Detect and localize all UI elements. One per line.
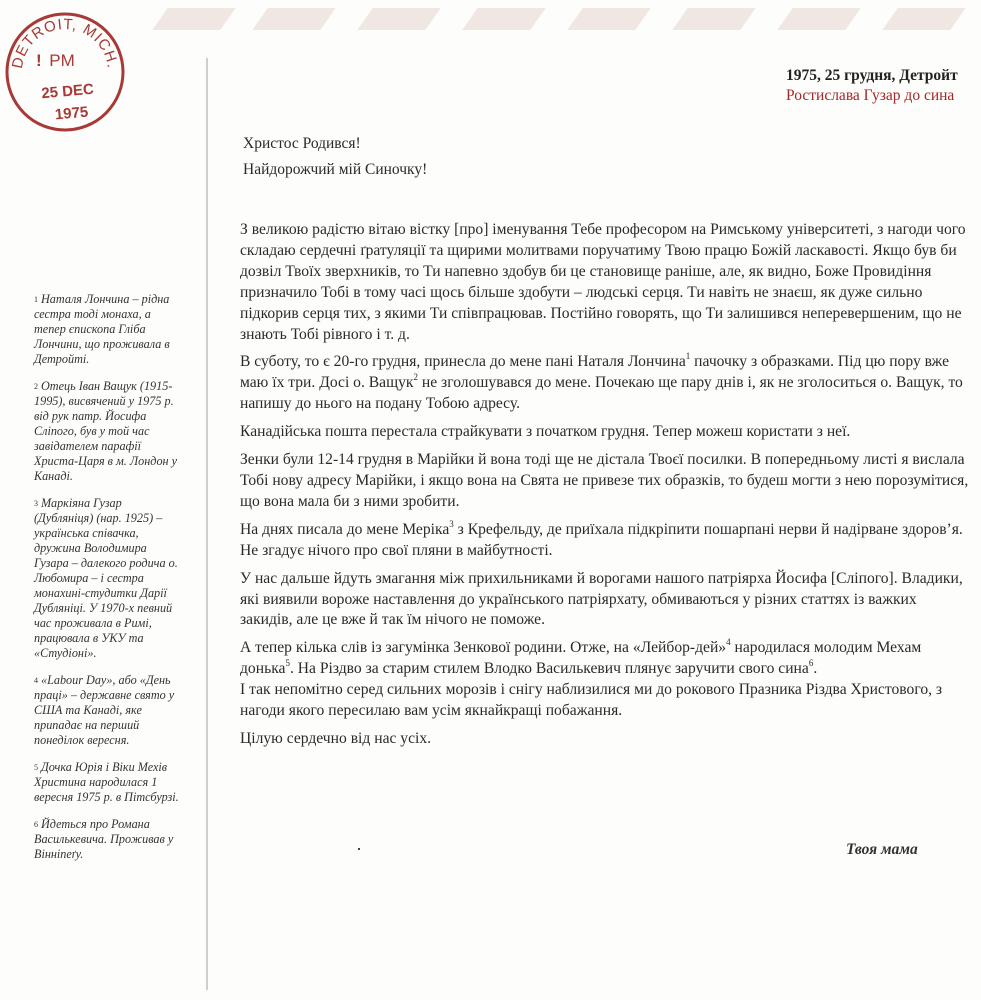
footnote-number: 5 bbox=[34, 763, 38, 772]
footnote-number: 1 bbox=[34, 295, 38, 304]
paragraph: В суботу, то є 20-го грудня, принесла до мене пані Наталя Лончина$^1$ пачочку з образками. Під цю пору вже маю їх три. Досі о. Ващук$^2$ не зголошувався до мене. Почекаю ще пару днів і, як не зголоситься о. Ващук, то напишу до нього на подану Тобою адресу. bbox=[240, 351, 963, 413]
sender-line: Ростислава Гузар до сина bbox=[786, 87, 955, 104]
postmark-stamp bbox=[2, 6, 128, 132]
signature: Твоя мама bbox=[846, 841, 918, 858]
footnote-number: 4 bbox=[34, 676, 38, 685]
footnote-ref: 4 bbox=[726, 637, 731, 648]
footnote-ref: 5 bbox=[285, 658, 290, 669]
ink-dot bbox=[358, 848, 360, 850]
footnote-text: «Labour Day», або «День праці» – державне свято у США та Канаді, яке припадає на перший понеділок вересня. bbox=[34, 673, 175, 747]
letter-greeting bbox=[243, 131, 427, 183]
paragraph: Канадійська пошта перестала страйкувати з початком грудня. Тепер можеш користати з неї. bbox=[240, 423, 851, 441]
salutation-line: Найдорожчий мій Синочку! bbox=[243, 161, 428, 178]
footnote-text: Отець Іван Ващук (1915-1995), висвячений у 1975 р. від рук патр. Йосифа Сліпого, був у той час завідателем парафії Христа-Царя в м. Лондон у Канаді. bbox=[34, 379, 178, 483]
paragraph: Зенки були 12-14 грудня в Марійки й вона тоді ще не дістала Твоєї посилки. В попередньому листі я вислала Тобі нову адресу Марійки, і якщо вона на Свята не привезе тих образків, то будеш могти з нею порозумітися, що вона мала би з ними зробити. bbox=[240, 451, 969, 510]
footnote bbox=[34, 379, 184, 484]
paragraph: Цілую сердечно від нас усіх. bbox=[240, 729, 432, 747]
paragraph: І так непомітно серед сильних морозів і снігу наблизилися ми до рокового Празника Різдва Христового, з нагоди якого пересилаю вам усім якнайкращі побажання. bbox=[240, 681, 943, 720]
footnote-number: 6 bbox=[34, 820, 38, 829]
footnote-ref: 2 bbox=[413, 372, 418, 383]
letter-header bbox=[786, 66, 981, 106]
airmail-stripe-border bbox=[130, 0, 981, 34]
postmark-time: PM bbox=[49, 51, 75, 70]
footnote-number: 3 bbox=[34, 499, 38, 508]
postmark-date: 25 DEC bbox=[40, 80, 95, 103]
footnote-ref: 1 bbox=[685, 351, 691, 362]
footnote bbox=[34, 292, 184, 367]
letter-body bbox=[240, 220, 970, 757]
column-divider bbox=[206, 58, 208, 990]
date-place: 1975, 25 грудня, Детройт bbox=[786, 67, 958, 84]
footnotes-column bbox=[34, 292, 184, 874]
footnote-text: Наталя Лончина – рідна сестра тодi монаха, а тепер єпископа Гліба Лончини, що проживала в Детройті. bbox=[34, 292, 170, 366]
postmark-city: DETROIT, MICH. bbox=[8, 15, 121, 70]
svg-text:!: ! bbox=[36, 51, 42, 70]
footnote-ref: 3 bbox=[449, 518, 454, 529]
postmark-year: 1975 bbox=[54, 103, 89, 124]
greeting-line: Христос Родився! bbox=[243, 135, 361, 152]
footnote bbox=[34, 496, 184, 661]
paragraph: З великою радістю вітаю вістку [про] іменування Тебе професором на Римському університеті, з нагоди чого складаю сердечні ґратуляції та щирими молитвами поручатиму Твою працю Божій ласкавості. Якщо був би дозвіл Твоїх зверхників, то Ти напевно здобув би це становище раніше, але, як видно, Боже Провидіння призначило Тобі в тому часі щось більше здобути – людські серця. Ти навіть не знаєш, як дуже сильно підкорив серця тих, з якими Ти співпрацював. Постійно говорять, що Ти залишився неперевершеним, що не знають Тобі рівного і т. д. bbox=[240, 221, 966, 343]
paragraph: На днях писала до мене Меріка$^3$ з Крефельду, де приїхала підкріпити пошарпані нерви й надірване здоров’я. Не згадує нічого про свої пляни в майбутності. bbox=[240, 518, 963, 559]
paragraph: А тепер кілька слів із загумінка Зенкової родини. Отже, на «Лейбор-дей»$^4$ народилася молодим Мехам донька$^5$. На Різдво за старим стилем Влодко Василькевич плянує заручити свого сина$^6$. bbox=[240, 637, 922, 678]
footnote-text: Йдеться про Романа Василькевича. Проживав у Вінніпеґу. bbox=[34, 817, 174, 861]
footnote-text: Дочка Юрія і Віки Мехів Христина народилася 1 вересня 1975 р. в Пітсбурзі. bbox=[34, 760, 179, 804]
footnote bbox=[34, 760, 184, 805]
footnote-ref: 6 bbox=[808, 658, 814, 669]
footnote bbox=[34, 817, 184, 862]
paragraph: У нас дальше йдуть змагання між прихильниками й ворогами нашого патріярха Йосифа [Сліпого]. Владики, які виявили вороже наставлення до українського патріярхату, обмиваються у різних статтях із важких закидів, але це вже й так їм нічого не поможе. bbox=[240, 569, 963, 629]
footnote-number: 2 bbox=[34, 382, 38, 391]
footnote-text: Маркіяна Гузар (Дублянiця) (нар. 1925) – українська співачка, дружина Володимира Гузара – далекого родича о. Любомира – і сестра монахині-студитки Дарії Дублянiці. У 1970-х певний час проживала в Римі, працювала в УКУ та «Студіоні». bbox=[34, 496, 178, 660]
footnote bbox=[34, 673, 184, 748]
